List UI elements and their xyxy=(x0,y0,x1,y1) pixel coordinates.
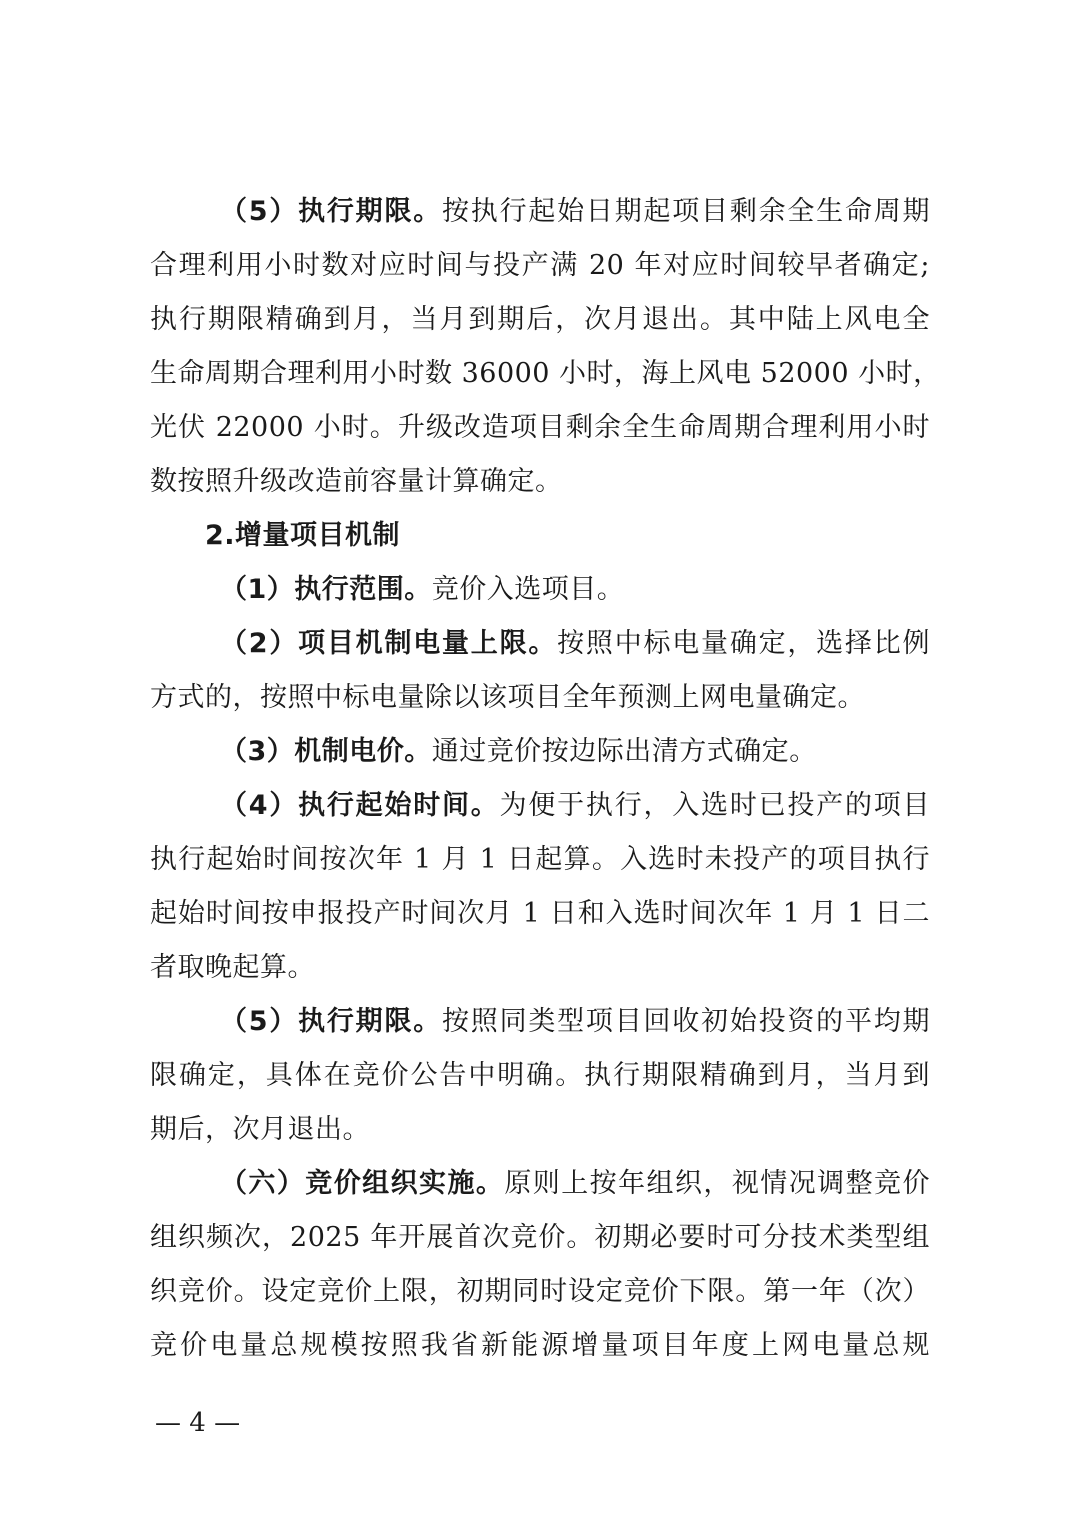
document-body xyxy=(150,185,941,1373)
item-heading: （3）机制电价。 xyxy=(220,736,432,767)
paragraph-line: 者取晚起算。 xyxy=(150,952,315,983)
item-heading: （1）执行范围。 xyxy=(220,574,432,605)
paragraph-line: （4）执行起始时间。为便于执行，入选时已投产的项目 xyxy=(220,790,931,821)
paragraph-line: 组织频次，2025 年开展首次竞价。初期必要时可分技术类型组 xyxy=(150,1222,930,1253)
paragraph-line: （六）竞价组织实施。原则上按年组织，视情况调整竞价 xyxy=(220,1168,930,1199)
paragraph-line: （2）项目机制电量上限。按照中标电量确定，选择比例 xyxy=(220,628,930,659)
paragraph-line: 光伏 22000 小时。升级改造项目剩余全生命周期合理利用小时 xyxy=(150,412,930,443)
paragraph-line: 限确定，具体在竞价公告中明确。执行期限精确到月，当月到 xyxy=(150,1060,930,1091)
paragraph-line: 竞价电量总规模按照我省新能源增量项目年度上网电量总规 xyxy=(150,1330,930,1361)
page-number: — 4 — xyxy=(155,1408,241,1438)
paragraph-line: 执行期限精确到月，当月到期后，次月退出。其中陆上风电全 xyxy=(150,304,930,335)
item-heading: （5）执行期限。 xyxy=(220,1006,443,1037)
paragraph-line: 起始时间按申报投产时间次月 1 日和入选时间次年 1 月 1 日二 xyxy=(150,898,930,929)
paragraph-line: 执行起始时间按次年 1 月 1 日起算。入选时未投产的项目执行 xyxy=(150,844,930,875)
paragraph-line: 织竞价。设定竞价上限，初期同时设定竞价下限。第一年（次） xyxy=(150,1276,930,1307)
paragraph-line: （5）执行期限。按执行起始日期起项目剩余全生命周期 xyxy=(220,196,930,227)
paragraph-line: 期后，次月退出。 xyxy=(150,1114,370,1145)
section-heading: 2.增量项目机制 xyxy=(205,520,401,551)
paragraph-line: （3）机制电价。通过竞价按边际出清方式确定。 xyxy=(220,736,817,767)
paragraph-line: （5）执行期限。按照同类型项目回收初始投资的平均期 xyxy=(220,1006,930,1037)
paragraph-line: 方式的，按照中标电量除以该项目全年预测上网电量确定。 xyxy=(150,682,865,713)
paragraph-line: 数按照升级改造前容量计算确定。 xyxy=(150,466,563,497)
paragraph-line: 合理利用小时数对应时间与投产满 20 年对应时间较早者确定; xyxy=(150,250,930,281)
item-heading: （六）竞价组织实施。 xyxy=(220,1168,505,1199)
paragraph-line: 生命周期合理利用小时数 36000 小时，海上风电 52000 小时， xyxy=(150,358,941,389)
item-heading: （2）项目机制电量上限。 xyxy=(220,628,558,659)
paragraph-line: （1）执行范围。竞价入选项目。 xyxy=(220,574,625,605)
item-heading: （4）执行起始时间。 xyxy=(220,790,500,821)
item-heading: （5）执行期限。 xyxy=(220,196,443,227)
